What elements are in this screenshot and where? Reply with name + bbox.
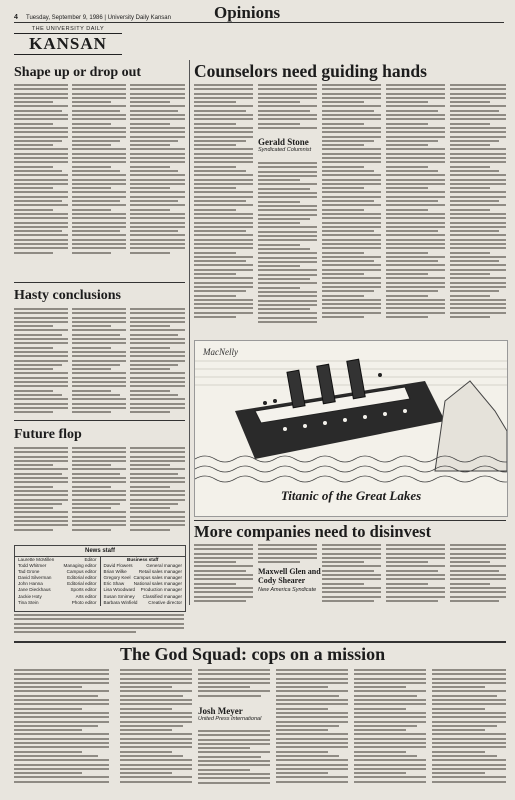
column-main-body-5: [450, 84, 506, 336]
column-main-body-3: [322, 84, 381, 336]
staff-box-news-list: [15, 557, 100, 606]
editorial-hasty-headline: Hasty conclusions: [14, 288, 121, 303]
staff-name: Barbara Winfield: [103, 599, 138, 605]
column-squad-body-4: [354, 669, 426, 789]
staff-role: Retail sales manager: [138, 569, 182, 575]
staff-role: Editor: [84, 557, 97, 562]
staff-name: John Hanna: [18, 581, 43, 587]
letters-policy-text: [14, 614, 184, 638]
column-squad-byline: [198, 706, 276, 722]
staff-role: Arts editor: [75, 593, 97, 599]
column-squad-body-1: [120, 669, 192, 789]
column-disinvest-body-2a: [258, 544, 317, 568]
masthead-kicker: THE UNIVERSITY DAILY: [31, 26, 105, 32]
column-squad-body-0: [14, 669, 109, 789]
editorial-future-flop-body-3: [130, 447, 185, 539]
editorial-cartoon: [194, 340, 508, 517]
column-disinvest-body-4: [386, 544, 445, 608]
editorial-shape-up-body-2: [72, 84, 126, 278]
column-squad-author: Josh Meyer: [198, 706, 243, 716]
staff-name: David Silverman: [18, 575, 52, 581]
editorial-shape-up-body-3: [130, 84, 185, 278]
section-title: Opinions: [214, 3, 281, 22]
staff-name: David Flowers: [103, 563, 133, 569]
staff-name: Brian Wilke: [103, 569, 127, 575]
section-rule: [14, 420, 185, 421]
staff-row: [15, 600, 100, 606]
column-main-body-1: [194, 84, 253, 336]
staff-role: Editorial editor: [67, 581, 97, 587]
column-disinvest-byline: [258, 568, 322, 593]
staff-role: National sales manager: [133, 581, 182, 587]
staff-box-business-title: Business staff: [127, 557, 159, 562]
editorial-hasty-body-3: [130, 308, 185, 416]
column-disinvest-author-title: New America Syndicate: [258, 586, 317, 593]
column-main-body-2b: [258, 162, 317, 336]
staff-role: Classified manager: [142, 593, 182, 599]
column-main-headline: Counselors need guiding hands: [194, 61, 427, 81]
column-disinvest-body-3: [322, 544, 381, 608]
section-rule: [194, 520, 506, 521]
column-squad-body-5: [432, 669, 506, 789]
editorial-shape-up-headline: Shape up or drop out: [14, 65, 142, 80]
column-disinvest-headline: More companies need to disinvest: [194, 522, 432, 541]
staff-role: Campus editor: [66, 569, 97, 575]
staff-role: Campus sales manager: [133, 575, 182, 581]
staff-name: Tina Stein: [18, 599, 39, 605]
column-divider: [189, 60, 190, 605]
column-disinvest-authors: Maxwell Glen and Cody Shearer: [258, 567, 321, 585]
page-number: 4: [14, 14, 18, 21]
staff-box-business-list: [100, 557, 186, 606]
staff-role: General manager: [146, 563, 182, 569]
dateline: Tuesday, September 9, 1986 | University Daily Kansan: [26, 15, 171, 21]
masthead: [14, 26, 122, 60]
editorial-shape-up-body-1: [14, 84, 68, 278]
column-main-byline: [258, 137, 318, 153]
svg-text:MacNelly: MacNelly: [203, 347, 238, 357]
staff-name: Susan Smirney: [103, 593, 135, 599]
column-main-author: Gerald Stone: [258, 137, 309, 147]
staff-row: [101, 600, 186, 606]
staff-role: Editorial editor: [67, 575, 97, 581]
section-rule: [14, 282, 185, 283]
staff-name: Lisa Woodward: [103, 587, 136, 593]
masthead-name: KANSAN: [14, 33, 122, 55]
staff-name: Jackie Hoty: [18, 593, 42, 599]
column-squad-body-3: [276, 669, 348, 789]
column-main-body-4: [386, 84, 445, 336]
column-squad-body-2a: [198, 669, 270, 701]
section-rule: [14, 641, 506, 643]
staff-role: Photo editor: [71, 599, 97, 605]
editorial-hasty-body-1: [14, 308, 68, 416]
column-squad-body-2b: [198, 730, 270, 790]
staff-name: Todd Whitmer: [18, 563, 47, 569]
staff-name: Eric Shaw: [103, 581, 125, 587]
column-squad-headline: The God Squad: cops on a mission: [120, 644, 386, 664]
staff-role: Creative director: [148, 599, 182, 605]
cartoon-caption: Titanic of the Great Lakes: [280, 488, 422, 503]
editorial-future-flop-headline: Future flop: [14, 427, 82, 442]
column-disinvest-body-1: [194, 544, 253, 608]
column-main-author-title: Syndicated Columnist: [258, 147, 312, 153]
column-main-body-2a: [258, 84, 317, 134]
folio-line: [14, 3, 504, 23]
staff-name: Jane Dieckhaus: [18, 587, 51, 593]
staff-box-title: News staff: [15, 546, 185, 557]
staff-role: Production manager: [140, 587, 182, 593]
editorial-hasty-body-2: [72, 308, 126, 416]
column-squad-author-title: United Press International: [198, 716, 262, 722]
staff-name: Laurette McMillen: [18, 557, 55, 562]
editorial-future-flop-body-2: [72, 447, 126, 539]
staff-name: Tad Grone: [18, 569, 40, 575]
column-disinvest-body-5: [450, 544, 506, 608]
staff-role: Managing editor: [63, 563, 97, 569]
editorial-future-flop-body-1: [14, 447, 68, 539]
staff-name: Gregory Keel: [103, 575, 131, 581]
staff-box: [14, 545, 186, 612]
staff-role: Sports editor: [70, 587, 97, 593]
